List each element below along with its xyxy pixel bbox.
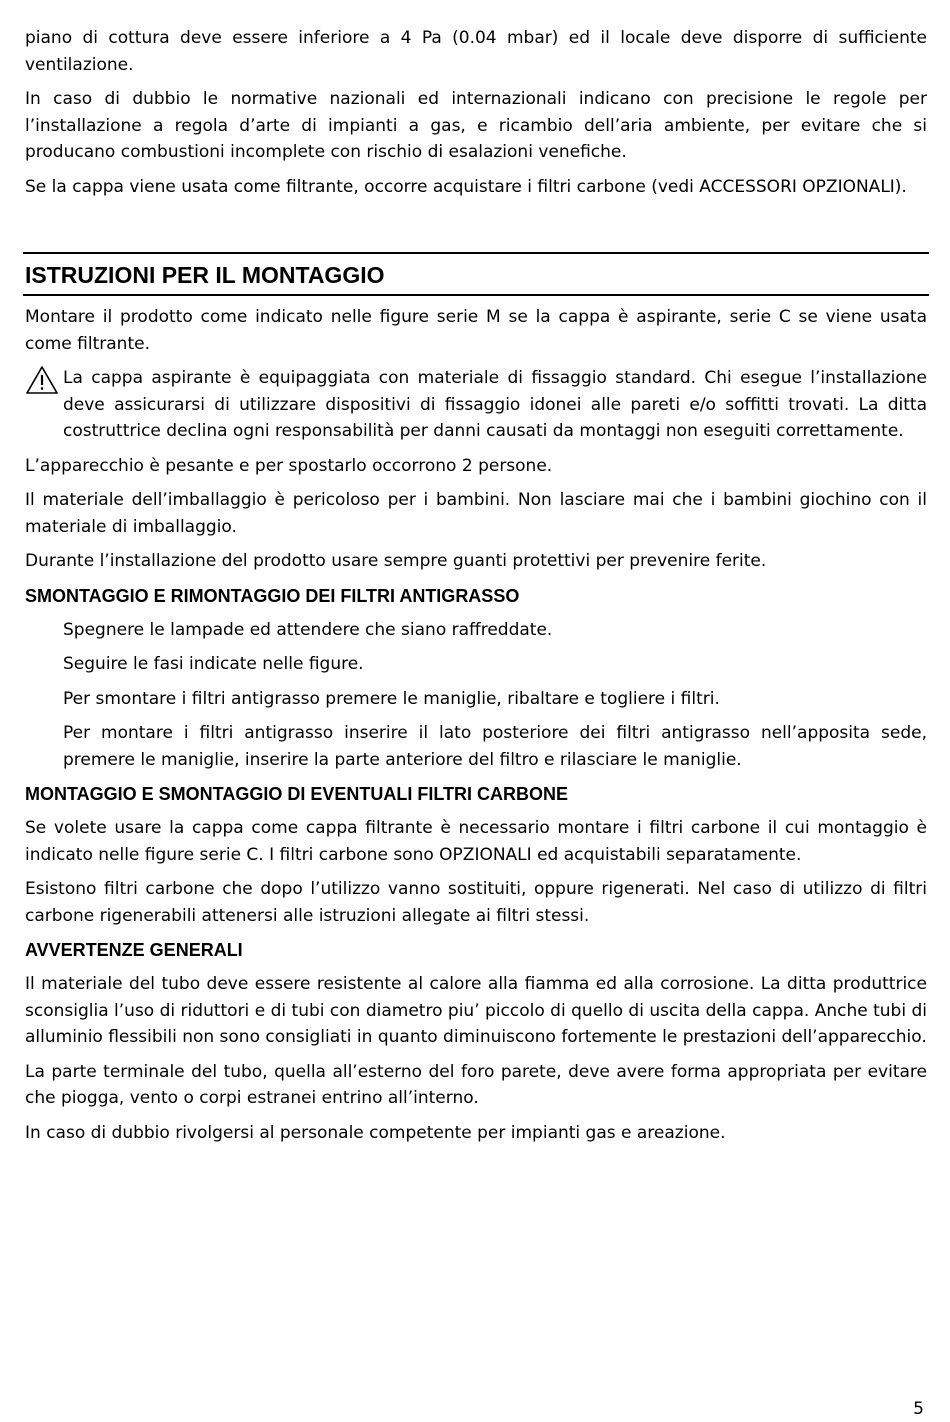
carbon-subtitle: MONTAGGIO E SMONTAGGIO DI EVENTUALI FILTRI CARBONE	[25, 784, 568, 804]
section-spacer	[25, 208, 927, 252]
mounting-paragraph-4: Durante l’installazione del prodotto usare sempre guanti protettivi per prevenire ferite.	[25, 551, 767, 571]
warning-block	[25, 365, 927, 445]
carbon-paragraph-2: Esistono filtri carbone che dopo l’utilizzo vanno sostituiti, oppure rigenerati. Nel caso di utilizzo di filtri carbone rigenerabili attenersi alle istruzioni allegate ai filtri stessi.	[25, 879, 927, 926]
mounting-paragraph-2: L’apparecchio è pesante e per spostarlo occorrono 2 persone.	[25, 455, 553, 476]
mounting-paragraph-1: Montare il prodotto come indicato nelle figure serie M se la cappa è aspirante, serie C se viene usata come filtrante.	[25, 307, 927, 354]
general-subtitle: AVVERTENZE GENERALI	[25, 940, 243, 960]
document-page	[25, 25, 927, 1154]
general-paragraph-3: In caso di dubbio rivolgersi al personale competente per impianti gas e areazione.	[25, 1122, 726, 1143]
section-title: ISTRUZIONI PER IL MONTAGGIO	[23, 252, 929, 296]
filters-step-3: Per smontare i filtri antigrasso premere le maniglie, ribaltare e togliere i filtri.	[63, 688, 720, 709]
warning-triangle-icon	[25, 365, 59, 395]
general-paragraph-2: La parte terminale del tubo, quella all’esterno del foro parete, deve avere forma appropriata per evitare che piogga, vento o corpi estranei entrino all’interno.	[25, 1061, 927, 1108]
intro-paragraph-1: piano di cottura deve essere inferiore a 4 Pa (0.04 mbar) ed il locale deve disporre di sufficiente ventilazione.	[25, 28, 927, 75]
page-number: 5	[913, 1399, 924, 1419]
warning-text: La cappa aspirante è equipaggiata con materiale di fissaggio standard. Chi esegue l’installazione deve assicurarsi di utilizzare dispositivi di fissaggio idonei alle pareti e/o soffitti trovati. La ditta costruttrice declina ogni responsabilità per danni causati da montaggi non eseguiti correttamente.	[63, 368, 927, 441]
carbon-paragraph-1: Se volete usare la cappa come cappa filtrante è necessario montare i filtri carbone il cui montaggio è indicato nelle figure serie C. I filtri carbone sono OPZIONALI ed acquistabili separatamente.	[25, 818, 927, 865]
filters-step-2: Seguire le fasi indicate nelle figure.	[63, 654, 364, 674]
filters-step-4: Per montare i filtri antigrasso inserire il lato posteriore dei filtri antigrasso nell’apposita sede, premere le maniglie, inserire la parte anteriore del filtro e rilasciare le maniglie.	[63, 723, 927, 770]
mounting-paragraph-3: Il materiale dell’imballaggio è pericoloso per i bambini. Non lasciare mai che i bambini giochino con il materiale di imballaggio.	[25, 490, 927, 537]
intro-paragraph-2: In caso di dubbio le normative nazionali ed internazionali indicano con precisione le regole per l’installazione a regola d’arte di impianti a gas, e ricambio dell’aria ambiente, per evitare che si producano combustioni incomplete con rischio di esalazioni venefiche.	[25, 89, 927, 162]
intro-paragraph-3: Se la cappa viene usata come filtrante, occorre acquistare i filtri carbone (vedi ACCESSORI OPZIONALI).	[25, 176, 907, 197]
filters-subtitle: SMONTAGGIO E RIMONTAGGIO DEI FILTRI ANTIGRASSO	[25, 585, 520, 606]
filters-step-1: Spegnere le lampade ed attendere che siano raffreddate.	[63, 619, 553, 640]
general-paragraph-1: Il materiale del tubo deve essere resistente al calore alla fiamma ed alla corrosione. La ditta produttrice sconsiglia l’uso di riduttori e di tubi con diametro piu’ piccolo di quello di uscita della cappa. Anche tubi di alluminio flessibili non sono consigliati in quanto diminuiscono fortemente le prestazioni dell’apparecchio.	[25, 974, 927, 1047]
